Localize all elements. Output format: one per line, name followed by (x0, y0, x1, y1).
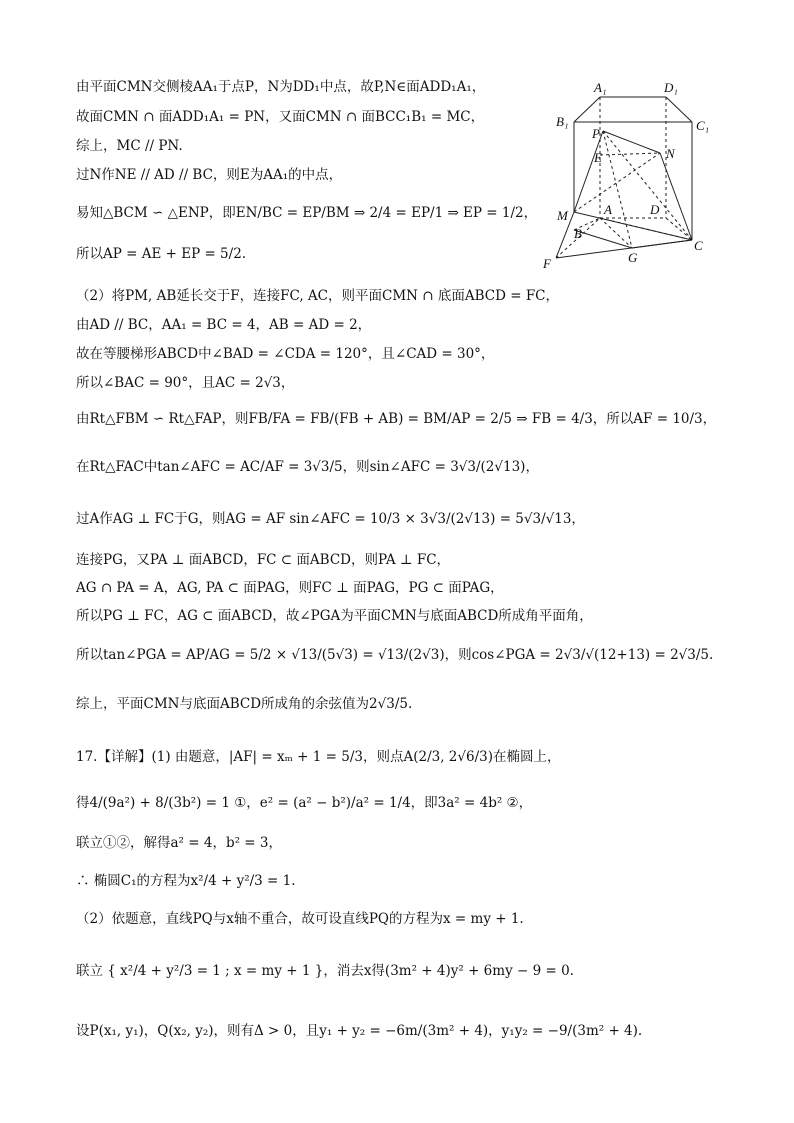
solution-line: 所以AP = AE + EP = 5/2. (76, 246, 247, 262)
label-p: P (592, 126, 600, 141)
solution-line: 得4/(9a²) + 8/(3b²) = 1 ①，e² = (a² − b²)/a² = 1/4，即3a² = 4b² ②， (76, 795, 533, 811)
solution-line: 连接PG，又PA ⊥ 面ABCD，FC ⊂ 面ABCD，则PA ⊥ FC， (76, 552, 451, 568)
label-d: D (650, 202, 660, 217)
label-a1: A₁ (594, 80, 607, 95)
line-p-g (603, 131, 632, 248)
solution-line: 过N作NE // AD // BC，则E为AA₁的中点， (76, 167, 343, 183)
label-b1: B₁ (556, 114, 569, 129)
solution-line: 设P(x₁, y₁)，Q(x₂, y₂)，则有Δ > 0，且y₁ + y₂ = −6m/(3m² + 4)，y₁y₂ = −9/(3m² + 4). (76, 1023, 643, 1039)
solution-line: ∴ 椭圆C₁的方程为x²/4 + y²/3 = 1. (76, 873, 296, 889)
label-b: B (574, 226, 582, 241)
solution-line: （2）依题意，直线PQ与x轴不重合，故可设直线PQ的方程为x = my + 1. (76, 911, 524, 927)
label-n: N (666, 146, 675, 161)
label-e: E (594, 150, 602, 165)
label-a: A (604, 202, 612, 217)
conclusion-line: 综上，平面CMN与底面ABCD所成角的余弦值为2√3/5. (76, 696, 413, 712)
solution-line: 故在等腰梯形ABCD中∠BAD = ∠CDA = 120°，且∠CAD = 30°， (76, 346, 495, 362)
label-d1: D₁ (664, 80, 678, 95)
line-f-c (556, 240, 692, 258)
line-m-n (574, 153, 660, 212)
solution-line: 由AD // BC，AA₁ = BC = 4，AB = AD = 2， (76, 317, 372, 333)
label-g: G (628, 250, 638, 265)
solution-line: 易知△BCM ∽ △ENP，即EN/BC = EP/BM ⇒ 2/4 = EP/1 ⇒ EP = 1/2， (76, 205, 538, 221)
solution-line: 由Rt△FBM ∽ Rt△FAP，则FB/FA = FB/(FB + AB) = BM/AP = 2/5 ⇒ FB = 4/3，所以AF = 10/3， (76, 411, 717, 427)
label-c1: C₁ (696, 118, 710, 133)
solution-line: AG ∩ PA = A，AG, PA ⊂ 面PAG，则FC ⊥ 面PAG，PG ⊂ 面PAG， (76, 580, 504, 596)
solution-line: 所以∠BAC = 90°，且AC = 2√3， (76, 375, 295, 391)
label-c: C (694, 238, 703, 253)
solution-line: 过A作AG ⊥ FC于G，则AG = AF sin∠AFC = 10/3 × 3√3/(2√13) = 5√3/√13， (76, 511, 585, 527)
edge-d1-c1 (666, 97, 692, 122)
solution-line: （2）将PM, AB延长交于F，连接FC, AC，则平面CMN ∩ 底面ABCD = FC， (76, 288, 560, 304)
solution-line: 联立 { x²/4 + y²/3 = 1 ; x = my + 1 }，消去x得(3m² + 4)y² + 6my − 9 = 0. (76, 963, 574, 979)
solution-line: 所以tan∠PGA = AP/AG = 5/2 × √13/(5√3) = √13/(2√3)，则cos∠PGA = 2√3/√(12+13) = 2√3/5. (76, 647, 714, 663)
label-f: F (543, 256, 551, 271)
solution-line: 由平面CMN交侧棱AA₁于点P，N为DD₁中点，故P,N∈面ADD₁A₁， (76, 79, 486, 95)
solution-line: 综上，MC // PN. (76, 138, 183, 154)
prism-figure (540, 78, 720, 273)
solution-line: 联立①②，解得a² = 4，b² = 3， (76, 835, 282, 851)
label-m: M (557, 208, 568, 223)
solution-line: 在Rt△FAC中tan∠AFC = AC/AF = 3√3/5，则sin∠AFC = 3√3/(2√13)， (76, 459, 539, 475)
problem-17-header: 17.【详解】(1) 由题意，|AF| = xₘ + 1 = 5/3，则点A(2/3, 2√6/3)在椭圆上， (76, 749, 561, 765)
line-m-p (574, 131, 603, 212)
edge-b-g (574, 230, 632, 248)
solution-line: 故面CMN ∩ 面ADD₁A₁ = PN，又面CMN ∩ 面BCC₁B₁ = MC， (76, 109, 485, 125)
edge-a1-b1 (574, 97, 600, 122)
prism-diagram (540, 78, 720, 273)
solution-line: 所以PG ⊥ FC，AG ⊂ 面ABCD，故∠PGA为平面CMN与底面ABCD所成角平面角， (76, 608, 593, 624)
